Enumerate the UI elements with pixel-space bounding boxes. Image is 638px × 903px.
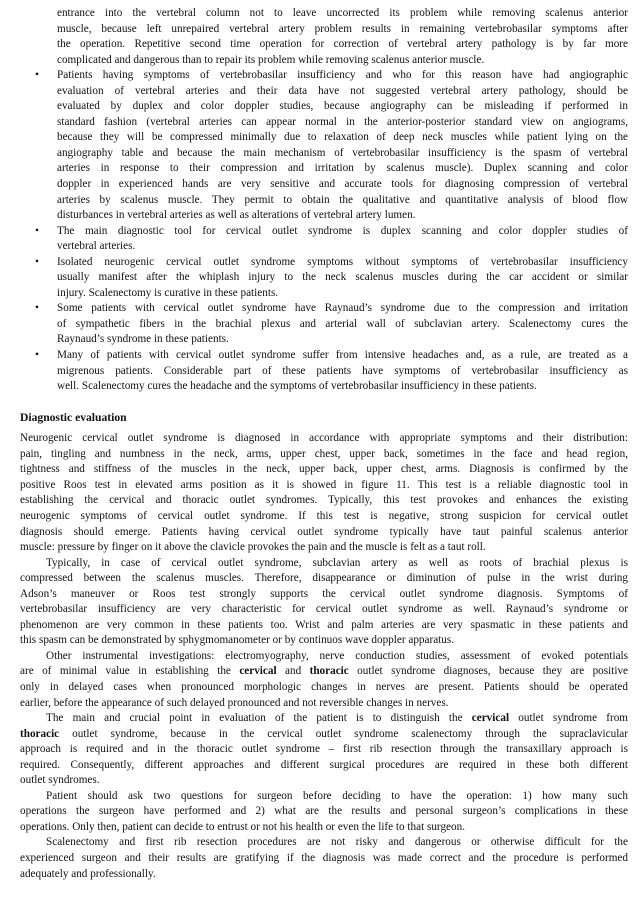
bullet-item (20, 68, 628, 223)
text-run: Adson’s maneuver or Roos test strongly supports the cervical outlet syndrome diagnosis. Symptoms of (20, 587, 628, 600)
paragraph (20, 649, 628, 711)
bullet-text: Some patients with cervical outlet syndrome have Raynaud’s syndrome due to the compression and irritation (57, 302, 628, 315)
text-line (20, 820, 628, 836)
text-run: adequately and professionally. (20, 867, 156, 880)
text-run: earlier, before the appearance of such delayed pronounced and not reversible changes in nerves. (20, 696, 449, 709)
text-line (20, 146, 628, 162)
bullet-list (20, 68, 628, 394)
bullet-text: well. Scalenectomy cures the headache and the symptoms of vertebrobasilar insufficiency in these patients. (57, 380, 537, 393)
bullet-text: usually manifest after the whiplash injury to the neck scalenus muscles during the car accident or similar (57, 271, 628, 284)
text-line (20, 379, 628, 395)
text-run: Scalenectomy and first rib resection procedures are not risky and dangerous or otherwise difficult for the (46, 836, 628, 849)
text-line (20, 540, 628, 556)
bold-term: cervical (239, 665, 277, 678)
text-line (20, 177, 628, 193)
text-run: vertebrobasilar insufficiency are very characteristic for cervical outlet syndrome as well. Raynaud’s syndrome or (20, 603, 628, 616)
bullet-item (20, 255, 628, 302)
text-line (20, 509, 628, 525)
bullet-text: because they will be compressed minimally due to relaxation of deep neck muscles while patient lying on the (57, 131, 628, 144)
bullet-icon: • (35, 69, 39, 82)
text-line (20, 364, 628, 380)
text-line (20, 525, 628, 541)
bullet-icon: • (35, 224, 39, 237)
text-line (20, 68, 628, 84)
bullet-text: arteries by scalenus muscle. They permit to obtain the qualitative and quantitative analysis of blood flow (57, 193, 628, 206)
text-line (20, 99, 628, 115)
bullet-text: Raynaud’s syndrome in these patients. (57, 333, 229, 346)
text-run: approach is required and in the thoracic outlet syndrome – first rib resection through the transaxillary approach is (20, 743, 628, 756)
text-line: muscle, because left unrepaired vertebral artery problem results in remaining vertebrobasilar symptoms after (57, 22, 628, 35)
text-line (20, 208, 628, 224)
text-line (20, 633, 628, 649)
bullet-text: evaluated by duplex and color doppler studies, because angiography can be misleading if performed in (57, 100, 628, 113)
text-run: outlet syndrome diagnoses, because they are positive (348, 665, 628, 678)
bullet-text: doppler in experienced hands are very sensitive and accurate tools for diagnosing compression of vertebral (57, 178, 628, 191)
text-run: muscle: pressure by finger on it above the clavicle provokes the pain and the muscle is felt as a taut roll. (20, 541, 486, 554)
text-line (20, 711, 628, 727)
text-run: pain, tingling and numbness in the neck, arms, upper chest, upper back, sometimes in the face and head region, (20, 447, 628, 460)
text-line (20, 84, 628, 100)
bullet-text: Many of patients with cervical outlet syndrome suffer from intensive headaches and, as a rule, are treated as a (57, 349, 628, 362)
text-line (20, 664, 628, 680)
bullet-text: standard fashion (vertebral arteries can appear normal in the anterior-posterior standard view on angiograms, (57, 115, 628, 128)
bullet-icon: • (35, 302, 39, 315)
bullet-icon: • (35, 349, 39, 362)
bullet-text: evaluation of vertebral arteries and their data have not suggested vertebral artery pathology, should be (57, 84, 628, 97)
text-run: establishing the cervical and thoracic outlet syndromes. Typically, this test provokes and enhances the existing (20, 494, 628, 507)
text-run: The main and crucial point in evaluation of the patient is to distinguish the (46, 712, 472, 725)
text-line (20, 130, 628, 146)
bullet-text: injury. Scalenectomy is curative in these patients. (57, 286, 279, 299)
text-line (20, 317, 628, 333)
paragraph (20, 789, 628, 836)
text-line (20, 835, 628, 851)
text-line (20, 587, 628, 603)
text-line (20, 680, 628, 696)
text-line (20, 224, 628, 240)
bullet-item (20, 348, 628, 395)
bullet-text: arteries in response to their compression and irritation by scalenus muscle). Duplex scanning and color (57, 162, 628, 175)
text-run: outlet syndromes. (20, 774, 100, 787)
bullet-item (20, 301, 628, 348)
text-line (20, 332, 628, 348)
text-line (20, 742, 628, 758)
text-line: entrance into the vertebral column not to leave uncorrected its problem while removing scalenus anterior (57, 7, 628, 19)
text-line (20, 789, 628, 805)
text-run: only in delayed cases when pronounced morphologic changes in nerves are present. Patients should be operated (20, 680, 628, 693)
bullet-text: Patients having symptoms of vertebrobasilar insufficiency and who for this reason have had angiographic (57, 69, 628, 82)
continuation-block (20, 6, 628, 68)
body-text (20, 431, 628, 882)
text-line (20, 286, 628, 302)
text-line (20, 649, 628, 665)
bullet-text: migrenous patients. Considerable part of these patients have symptoms of vertebrobasilar insufficiency as (57, 364, 628, 377)
text-line (20, 493, 628, 509)
text-run: experienced surgeon and their results are gratifying if the diagnosis was made correct and the procedure is performed (20, 851, 628, 864)
bullet-text: of sympathetic fibers in the brachial plexus and arterial wall of subclavian artery. Scalenectomy cures the (57, 317, 628, 330)
paragraph (20, 835, 628, 882)
text-run: positive Roos test in elevated arms position as it is showed in figure 11. This test is a reliable diagnostic tool in (20, 478, 628, 491)
text-run: and (276, 665, 310, 678)
bullet-item (20, 224, 628, 255)
text-line (20, 804, 628, 820)
section-heading: Diagnostic evaluation (20, 410, 127, 424)
bullet-text: angiography table and because the main mechanism of vertebrobasilar insufficiency is the spasm of vertebral (57, 146, 628, 159)
text-run: Other instrumental investigations: electromyography, nerve conduction studies, assessment of evoked potentials (46, 649, 628, 662)
text-line (20, 431, 628, 447)
text-line (20, 447, 628, 463)
paragraph (20, 711, 628, 789)
text-run: operations. Only then, patient can decide to entrust or not his health or even the life to that surgeon. (20, 820, 465, 833)
text-line (20, 867, 628, 883)
text-line (20, 193, 628, 209)
bullet-text: The main diagnostic tool for cervical outlet syndrome is duplex scanning and color doppler studies of (57, 224, 628, 237)
text-line (20, 462, 628, 478)
text-run: compressed between the scalenus muscles. Therefore, disappearance or diminution of pulse in the wrist during (20, 572, 628, 585)
text-line (20, 115, 628, 131)
bullet-icon: • (35, 255, 39, 268)
text-line (20, 773, 628, 789)
text-line (20, 571, 628, 587)
text-run: Patient should ask two questions for surgeon before deciding to have the operation: 1) how many such (46, 789, 628, 802)
text-line (20, 618, 628, 634)
text-line (20, 851, 628, 867)
text-line (20, 478, 628, 494)
text-line (20, 727, 628, 743)
text-run: outlet syndrome, because in the cervical outlet syndrome scalenectomy through the supraclavicular (59, 727, 628, 740)
text-run: diagnosis should emerge. Patients having cervical outlet syndrome typically have taut painful scalenus anterior (20, 525, 628, 538)
text-run: operations the surgeon have performed and 2) what are the results and personal surgeon’s complications in these (20, 805, 628, 818)
bullet-text: Isolated neurogenic cervical outlet syndrome symptoms without symptoms of vertebrobasilar insufficiency (57, 255, 628, 268)
text-run: this spasm can be demonstrated by sphygmomanometer or by continuos wave doppler apparatus. (20, 634, 455, 647)
text-run: phenomenon are very common in these patients too. Wrist and palm arteries are very spasmatic in these patients and (20, 618, 628, 631)
text-run: tightness and stiffness of the muscles in the neck, upper back, upper chest, arms. Diagnosis is confirmed by the (20, 463, 628, 476)
text-run: are of minimal value in establishing the (20, 665, 240, 678)
text-run: Typically, in case of cervical outlet syndrome, subclavian artery as well as roots of brachial plexus is (46, 556, 628, 569)
bullet-text: vertebral arteries. (57, 240, 136, 253)
bold-term: thoracic (309, 665, 349, 678)
text-line (20, 556, 628, 572)
text-line (20, 239, 628, 255)
text-line: the operation. Repetitive second time operation for correction of vertebral artery pathology is by far more (57, 38, 628, 51)
text-line (20, 348, 628, 364)
bold-term: cervical (471, 712, 510, 725)
bullet-text: disturbances in vertebral arteries as well as alterations of vertebral artery lumen. (57, 209, 416, 222)
text-run: Neurogenic cervical outlet syndrome is diagnosed in accordance with appropriate symptoms and their distribution: (20, 432, 628, 445)
paragraph (20, 431, 628, 555)
text-line (20, 161, 628, 177)
text-line (20, 696, 628, 712)
text-line (20, 758, 628, 774)
text-line (20, 301, 628, 317)
text-line (20, 602, 628, 618)
text-run: outlet syndrome from (509, 712, 628, 725)
text-line (20, 270, 628, 286)
bold-term: thoracic (20, 727, 60, 740)
text-run: neurogenic symptoms of cervical outlet syndrome. If this test is negative, strong suspicion for cervical outlet (20, 509, 628, 522)
text-line: complicated and dangerous than to repair its problem while removing scalenus anterior muscle. (57, 53, 485, 66)
text-line (20, 255, 628, 271)
text-run: required. Consequently, different approaches and different surgical procedures are required in these both different (20, 758, 628, 771)
paragraph (20, 556, 628, 649)
